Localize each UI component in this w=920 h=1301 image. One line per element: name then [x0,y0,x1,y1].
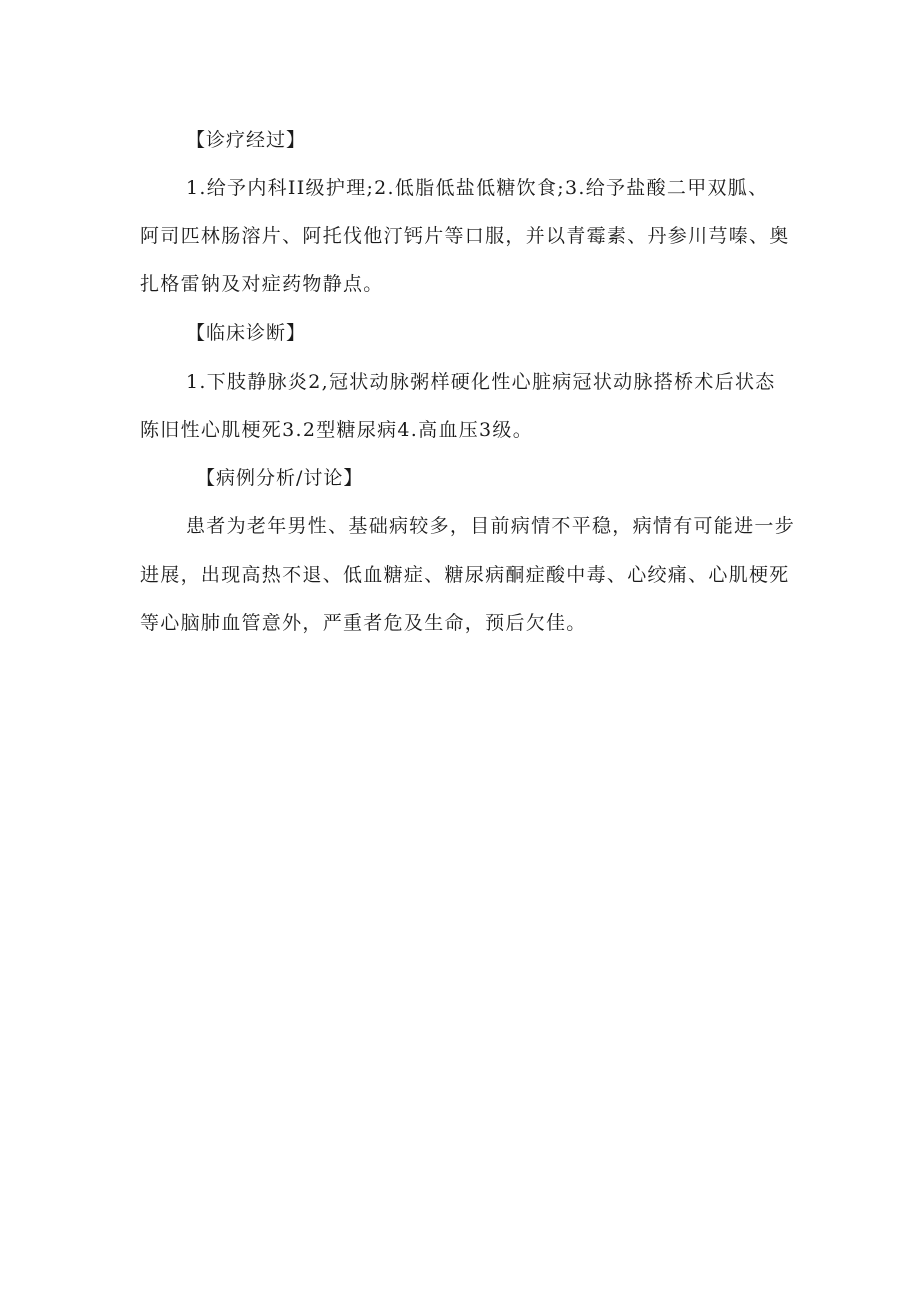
treatment-line-3: 扎格雷钠及对症药物静点。 [140,273,384,295]
section-heading-treatment: 【诊疗经过】 [186,129,307,151]
diagnosis-line-1: 1.下肢静脉炎2,冠状动脉粥样硬化性心脏病冠状动脉搭桥术后状态 [186,371,776,393]
analysis-line-2: 进展，出现高热不退、低血糖症、糖尿病酮症酸中毒、心绞痛、心肌梗死 [140,564,790,586]
treatment-line-2: 阿司匹林肠溶片、阿托伐他汀钙片等口服，并以青霉素、丹参川芎嗪、奥 [140,225,790,247]
analysis-line-3: 等心脑肺血管意外，严重者危及生命，预后欠佳。 [140,612,587,634]
section-heading-diagnosis: 【临床诊断】 [186,322,307,344]
analysis-line-1: 患者为老年男性、基础病较多，目前病情不平稳，病情有可能进一步 [186,515,796,537]
section-heading-case-analysis: 【病例分析/讨论】 [196,467,364,489]
treatment-line-1: 1.给予内科II级护理;2.低脂低盐低糖饮食;3.给予盐酸二甲双胍、 [186,177,769,199]
diagnosis-line-2: 陈旧性心肌梗死3.2型糖尿病4.高血压3级。 [140,419,534,441]
